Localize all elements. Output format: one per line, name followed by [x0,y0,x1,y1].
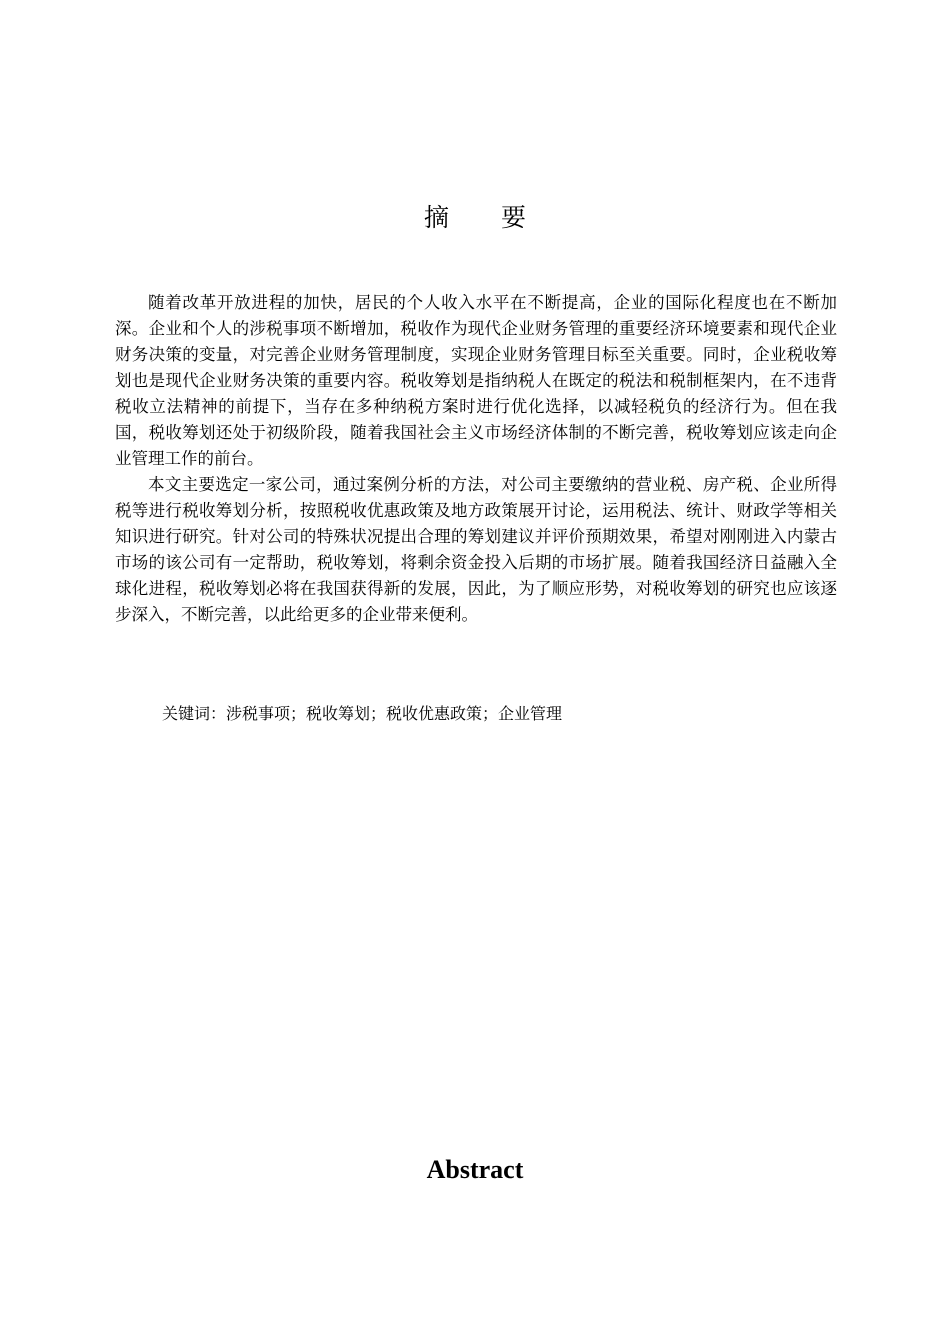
keywords-line: 关键词：涉税事项；税收筹划；税收优惠政策；企业管理 [162,704,563,723]
abstract-paragraph-2: 本文主要选定一家公司，通过案例分析的方法，对公司主要缴纳的营业税、房产税、企业所得税等进行税收筹划分析，按照税收优惠政策及地方政策展开讨论，运用税法、统计、财政学等相关知识进行研究。针对公司的特殊状况提出合理的筹划建议并评价预期效果，希望对刚刚进入内蒙古市场的该公司有一定帮助，税收筹划，将剩余资金投入后期的市场扩展。随着我国经济日益融入全球化进程，税收筹划必将在我国获得新的发展，因此，为了顺应形势，对税收筹划的研究也应该逐步深入，不断完善，以此给更多的企业带来便利。 [115,475,837,624]
abstract-paragraph-1: 随着改革开放进程的加快，居民的个人收入水平在不断提高，企业的国际化程度也在不断加深。企业和个人的涉税事项不断增加，税收作为现代企业财务管理的重要经济环境要素和现代企业财务决策的变量，对完善企业财务管理制度，实现企业财务管理目标至关重要。同时，企业税收筹划也是现代企业财务决策的重要内容。税收筹划是指纳税人在既定的税法和税制框架内，在不违背税收立法精神的前提下，当存在多种纳税方案时进行优化选择，以减轻税负的经济行为。但在我国，税收筹划还处于初级阶段，随着我国社会主义市场经济体制的不断完善，税收筹划应该走向企业管理工作的前台。 [115,293,837,468]
chinese-abstract-body [115,290,837,628]
english-abstract-heading: Abstract [426,1155,524,1184]
chinese-abstract-heading: 摘 要 [424,203,548,232]
